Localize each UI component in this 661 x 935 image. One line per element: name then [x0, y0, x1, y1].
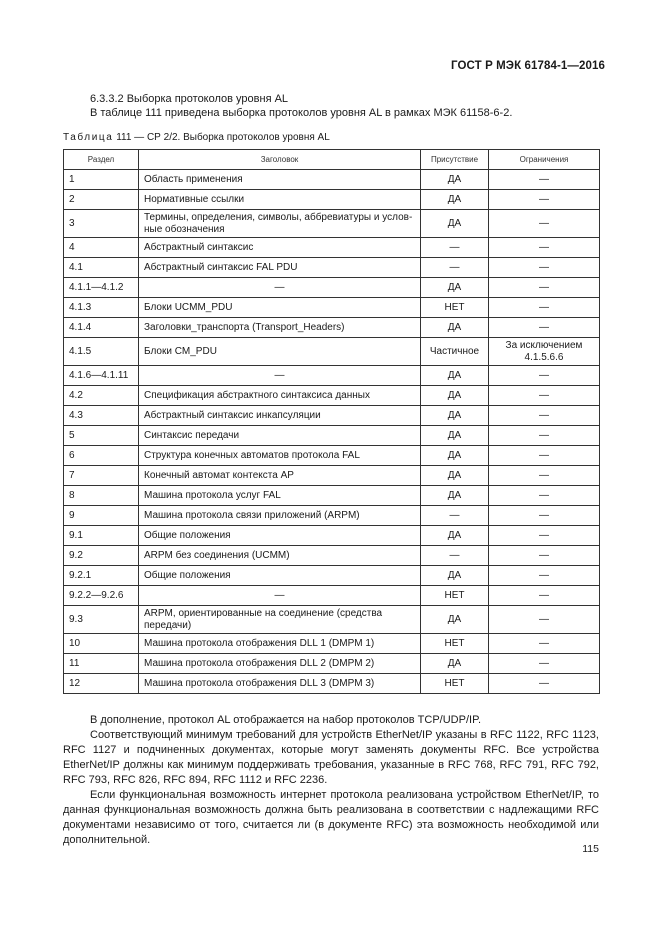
cell-title: Абстрактный синтаксис инкапсуляции: [139, 406, 421, 426]
cell-section: 9.2.2—9.2.6: [64, 586, 139, 606]
table-caption-text: 111 — СР 2/2. Выборка протоколов уровня AL: [116, 132, 330, 143]
cell-title: Область применения: [139, 170, 421, 190]
table-row: [64, 634, 600, 654]
cell-section: 9.1: [64, 526, 139, 546]
cell-limits: —: [489, 190, 600, 210]
cell-limits: —: [489, 170, 600, 190]
cell-section: 5: [64, 426, 139, 446]
cell-limits: —: [489, 606, 600, 634]
cell-presence: ДА: [421, 318, 489, 338]
cell-title: Структура конечных автоматов протокола FAL: [139, 446, 421, 466]
document-header: ГОСТ Р МЭК 61784-1—2016: [451, 60, 605, 72]
cell-title: Машина протокола отображения DLL 1 (DMPM 1): [139, 634, 421, 654]
cell-limits: —: [489, 258, 600, 278]
table-row: [64, 526, 600, 546]
cell-section: 4.1.6—4.1.11: [64, 366, 139, 386]
table-row: [64, 238, 600, 258]
table-row: [64, 190, 600, 210]
table-row: [64, 278, 600, 298]
table-row: [64, 546, 600, 566]
table-row: [64, 674, 600, 694]
cell-limits: —: [489, 278, 600, 298]
cell-presence: ДА: [421, 190, 489, 210]
table-row: [64, 406, 600, 426]
cell-limits: —: [489, 506, 600, 526]
cell-title: —: [139, 278, 421, 298]
cell-section: 7: [64, 466, 139, 486]
cell-section: 11: [64, 654, 139, 674]
cell-section: 8: [64, 486, 139, 506]
paragraph: В дополнение, протокол AL отображается на набор протоколов TCP/UDP/IP.: [90, 714, 482, 726]
cell-title: Машина протокола услуг FAL: [139, 486, 421, 506]
cell-title: ARPM без соединения (UCMM): [139, 546, 421, 566]
cell-presence: —: [421, 546, 489, 566]
table-row: [64, 210, 600, 238]
cell-presence: ДА: [421, 446, 489, 466]
cell-presence: ДА: [421, 426, 489, 446]
table-row: [64, 654, 600, 674]
table-caption: [63, 132, 330, 143]
table-row: [64, 366, 600, 386]
section-intro: В таблице 111 приведена выборка протоколов уровня AL в рамках МЭК 61158-6-2.: [90, 107, 513, 119]
cell-presence: ДА: [421, 654, 489, 674]
column-header-title: Заголовок: [139, 150, 421, 170]
table-row: [64, 318, 600, 338]
table-row: [64, 466, 600, 486]
cell-title: Абстрактный синтаксис FAL PDU: [139, 258, 421, 278]
cell-title: Конечный автомат контекста AP: [139, 466, 421, 486]
cell-title: ARPM, ориентированные на соединение (средства передачи): [139, 606, 421, 634]
cell-limits: —: [489, 318, 600, 338]
cell-title: Машина протокола отображения DLL 2 (DMPM 2): [139, 654, 421, 674]
cell-limits: —: [489, 546, 600, 566]
cell-limits: —: [489, 446, 600, 466]
cell-section: 1: [64, 170, 139, 190]
cell-title: Блоки CM_PDU: [139, 338, 421, 366]
cell-limits: —: [489, 674, 600, 694]
cell-presence: НЕТ: [421, 298, 489, 318]
cell-presence: ДА: [421, 466, 489, 486]
table-row: [64, 566, 600, 586]
page-number: 115: [582, 843, 599, 855]
cell-limits: —: [489, 566, 600, 586]
cell-limits: —: [489, 654, 600, 674]
table-row: [64, 170, 600, 190]
cell-limits: —: [489, 386, 600, 406]
cell-section: 9.2: [64, 546, 139, 566]
cell-presence: ДА: [421, 278, 489, 298]
table-row: [64, 426, 600, 446]
cell-presence: ДА: [421, 526, 489, 546]
cell-section: 4.1.4: [64, 318, 139, 338]
paragraph: Если функциональная возможность интернет протокола реализована устройством EtherNet/IP, то данная функциональная возможность должна быть реализована в соответствии с надлежащими RFC документами независимо от того, считается ли (в документе RFC) эта возможность необходимой или дополнительной.: [63, 789, 599, 846]
cell-section: 9: [64, 506, 139, 526]
cell-title: Абстрактный синтаксис: [139, 238, 421, 258]
protocol-selection-table: [63, 149, 600, 694]
table-row: [64, 338, 600, 366]
cell-presence: ДА: [421, 170, 489, 190]
table-header-row: [64, 150, 600, 170]
table-row: [64, 486, 600, 506]
cell-title: Машина протокола отображения DLL 3 (DMPM 3): [139, 674, 421, 694]
cell-limits: —: [489, 406, 600, 426]
cell-limits: —: [489, 366, 600, 386]
table-row: [64, 446, 600, 466]
cell-limits: —: [489, 634, 600, 654]
cell-title: —: [139, 366, 421, 386]
cell-section: 9.3: [64, 606, 139, 634]
paragraph: Соответствующий минимум требований для устройств EtherNet/IP указаны в RFC 1122, RFC 1123, RFC 1127 и подчиненных документах, которые могут заменять документы RFC. Все устройства EtherNet/IP должны как минимум поддерживать требования, указанные в RFC 768, RFC 791, RFC 792, RFC 793, RFC 826, RFC 894, RFC 1112 и RFC 2236.: [63, 729, 599, 786]
cell-presence: ДА: [421, 406, 489, 426]
column-header-section: Раздел: [64, 150, 139, 170]
cell-presence: ДА: [421, 606, 489, 634]
cell-section: 4.2: [64, 386, 139, 406]
cell-limits: —: [489, 586, 600, 606]
cell-presence: ДА: [421, 486, 489, 506]
cell-title: Блоки UCMM_PDU: [139, 298, 421, 318]
cell-presence: НЕТ: [421, 634, 489, 654]
cell-section: 4.1.5: [64, 338, 139, 366]
cell-limits: —: [489, 466, 600, 486]
cell-presence: НЕТ: [421, 674, 489, 694]
cell-presence: ДА: [421, 366, 489, 386]
cell-presence: НЕТ: [421, 586, 489, 606]
column-header-limits: Ограничения: [489, 150, 600, 170]
cell-section: 10: [64, 634, 139, 654]
table-row: [64, 506, 600, 526]
cell-section: 9.2.1: [64, 566, 139, 586]
column-header-presence: Присутствие: [421, 150, 489, 170]
cell-title: Заголовки_транспорта (Transport_Headers): [139, 318, 421, 338]
cell-limits: —: [489, 426, 600, 446]
section-title: 6.3.3.2 Выборка протоколов уровня AL: [90, 93, 289, 105]
table-caption-label: Таблица: [63, 132, 114, 143]
body-text: [63, 713, 599, 848]
cell-title: Нормативные ссылки: [139, 190, 421, 210]
cell-limits: За исключением 4.1.5.6.6: [489, 338, 600, 366]
cell-title: Машина протокола связи приложений (ARPM): [139, 506, 421, 526]
cell-section: 4.1.3: [64, 298, 139, 318]
cell-section: 4: [64, 238, 139, 258]
cell-title: Синтаксис передачи: [139, 426, 421, 446]
table-row: [64, 258, 600, 278]
cell-presence: ДА: [421, 210, 489, 238]
cell-presence: —: [421, 238, 489, 258]
cell-presence: Частичное: [421, 338, 489, 366]
cell-section: 6: [64, 446, 139, 466]
table-row: [64, 606, 600, 634]
cell-title: —: [139, 586, 421, 606]
cell-limits: —: [489, 486, 600, 506]
cell-limits: —: [489, 210, 600, 238]
cell-limits: —: [489, 526, 600, 546]
cell-section: 4.3: [64, 406, 139, 426]
cell-title: Термины, определения, символы, аббревиатуры и услов-ные обозначения: [139, 210, 421, 238]
table-row: [64, 298, 600, 318]
table-row: [64, 586, 600, 606]
cell-title: Общие положения: [139, 526, 421, 546]
cell-title: Спецификация абстрактного синтаксиса данных: [139, 386, 421, 406]
cell-section: 4.1: [64, 258, 139, 278]
cell-presence: —: [421, 506, 489, 526]
cell-presence: ДА: [421, 386, 489, 406]
cell-presence: —: [421, 258, 489, 278]
cell-section: 3: [64, 210, 139, 238]
cell-limits: —: [489, 298, 600, 318]
table-row: [64, 386, 600, 406]
table-body: [64, 170, 600, 694]
cell-section: 4.1.1—4.1.2: [64, 278, 139, 298]
cell-limits: —: [489, 238, 600, 258]
cell-section: 2: [64, 190, 139, 210]
cell-title: Общие положения: [139, 566, 421, 586]
cell-section: 12: [64, 674, 139, 694]
cell-presence: ДА: [421, 566, 489, 586]
